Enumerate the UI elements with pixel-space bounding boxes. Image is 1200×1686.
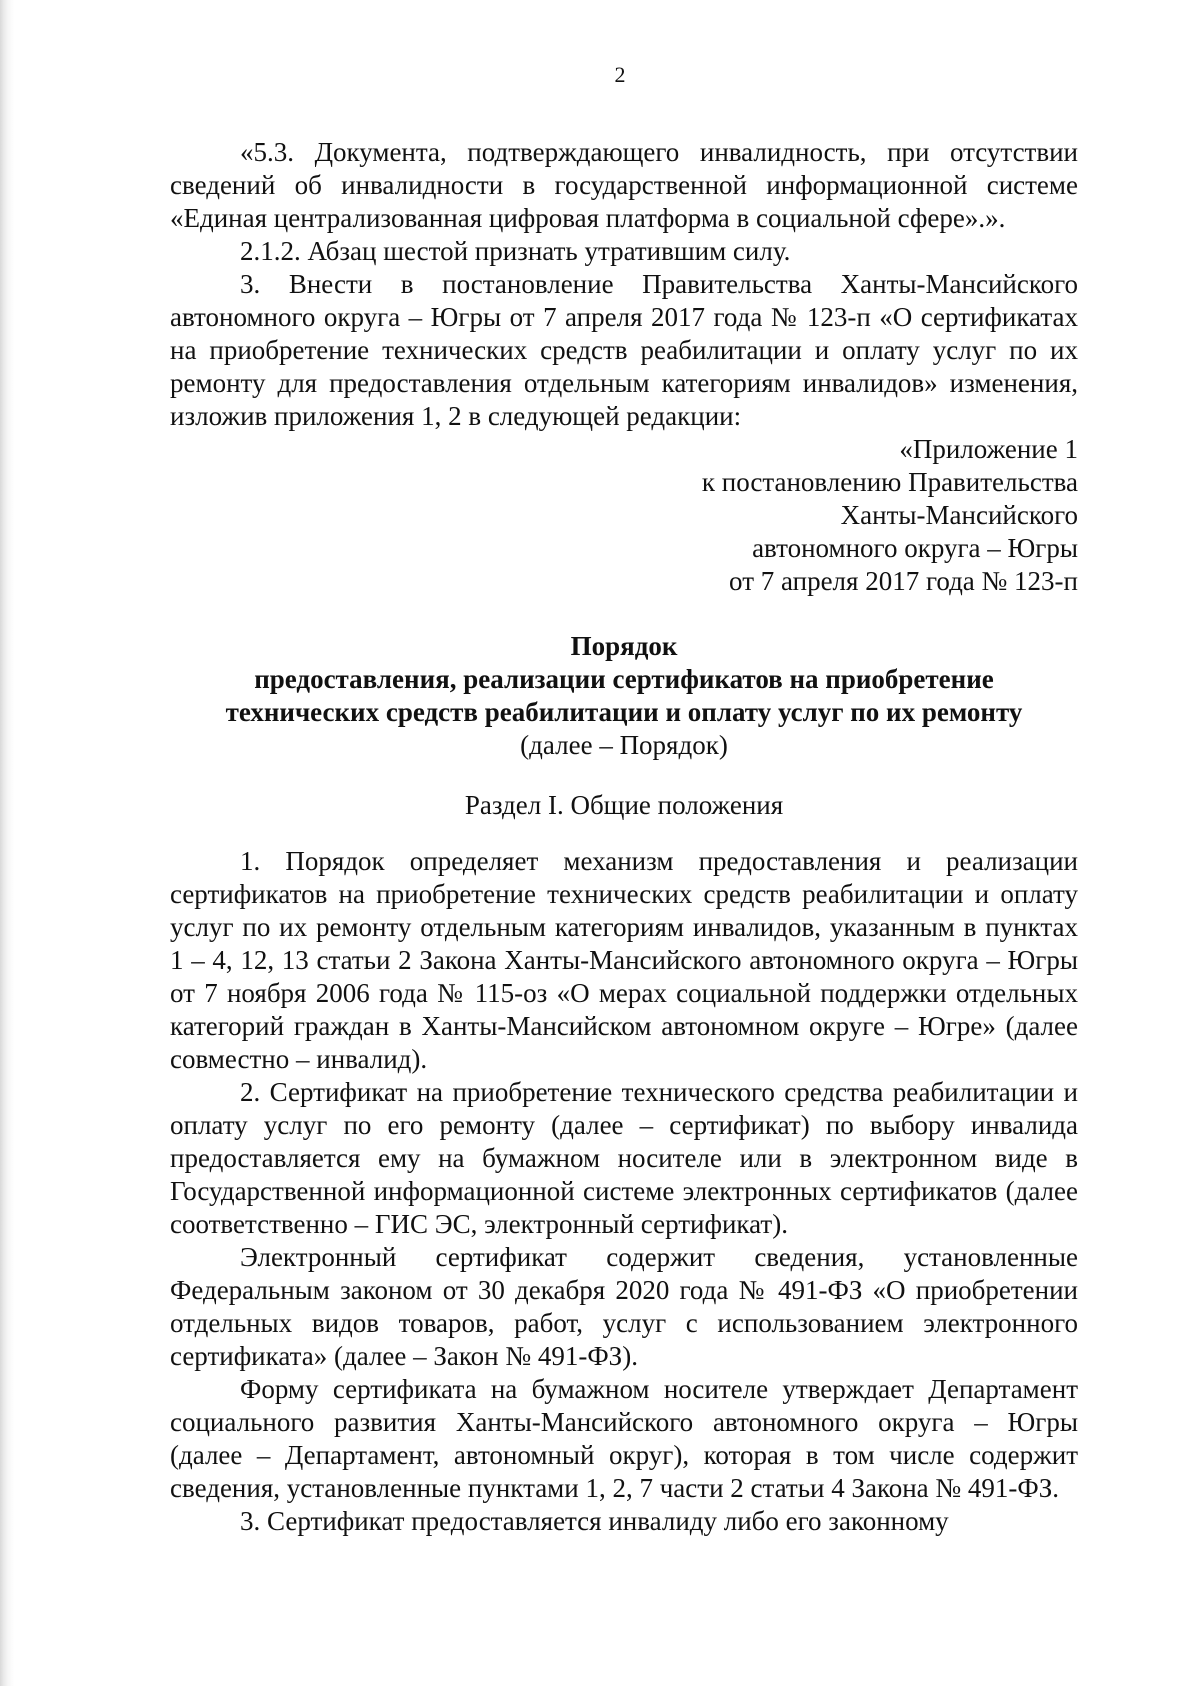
title-line: технических средств реабилитации и оплату услуг по их ремонту [225,697,1023,727]
paragraph-2-1-2: 2.1.2. Абзац шестой признать утратившим силу. [240,236,791,266]
appendix-line: «Приложение 1 [899,434,1078,464]
paragraph-paper-form: Форму сертификата на бумажном носителе утверждает Департамент социального развития Ханты-Мансийского автономного округа – Югры (далее – Департамент, автономный округ), которая в том числе содержит сведения, установленные пунктами 1, 2, 7 части 2 статьи 4 Закона № 491-ФЗ. [170,1374,1078,1503]
page-number: 2 [614,62,626,87]
appendix-header [170,433,1078,598]
appendix-line: к постановлению Правительства [701,467,1078,497]
paragraph-electronic-certificate: Электронный сертификат содержит сведения, установленные Федеральным законом от 30 декабря 2020 года № 491-ФЗ «О приобретении отдельных видов товаров, работ, услуг с использованием электронного сертификата» (далее – Закон № 491-ФЗ). [170,1242,1078,1371]
document-body [170,136,1078,1538]
appendix-line: автономного округа – Югры [752,533,1078,563]
section-heading: Раздел I. Общие положения [464,790,784,820]
paragraph-5-3: «5.3. Документа, подтверждающего инвалидность, при отсутствии сведений об инвалидности в государственной информационной системе «Единая централизованная цифровая платформа в социальной сфере».». [170,137,1078,233]
document-title [170,630,1078,762]
scan-edge [0,0,14,1686]
title-line: предоставления, реализации сертификатов на приобретение [254,664,994,694]
paragraph-3: 3. Сертификат предоставляется инвалиду либо его законному [240,1506,949,1536]
appendix-line: от 7 апреля 2017 года № 123-п [729,566,1078,596]
title-line: (далее – Порядок) [520,730,728,760]
paragraph-2: 2. Сертификат на приобретение технического средства реабилитации и оплату услуг по его ремонту (далее – сертификат) по выбору инвалида предоставляется ему на бумажном носителе или в электронном виде в Государственной информационной системе электронных сертификатов (далее соответственно – ГИС ЭС, электронный сертификат). [170,1077,1078,1239]
appendix-line: Ханты-Мансийского [840,500,1078,530]
paragraph-3-amendment: 3. Внести в постановление Правительства Ханты-Мансийского автономного округа – Югры от 7 апреля 2017 года № 123-п «О сертификатах на приобретение технических средств реабилитации и оплату услуг по их ремонту для предоставления отдельным категориям инвалидов» изменения, изложив приложения 1, 2 в следующей редакции: [170,269,1078,431]
paragraph-1: 1. Порядок определяет механизм предоставления и реализации сертификатов на приобретение технических средств реабилитации и оплату услуг по их ремонту отдельным категориям инвалидов, указанным в пунктах 1 – 4, 12, 13 статьи 2 Закона Ханты-Мансийского автономного округа – Югры от 7 ноября 2006 года № 115-оз «О мерах социальной поддержки отдельных категорий граждан в Ханты-Мансийском автономном округе – Югре» (далее совместно – инвалид). [170,846,1078,1074]
title-line: Порядок [570,631,678,661]
